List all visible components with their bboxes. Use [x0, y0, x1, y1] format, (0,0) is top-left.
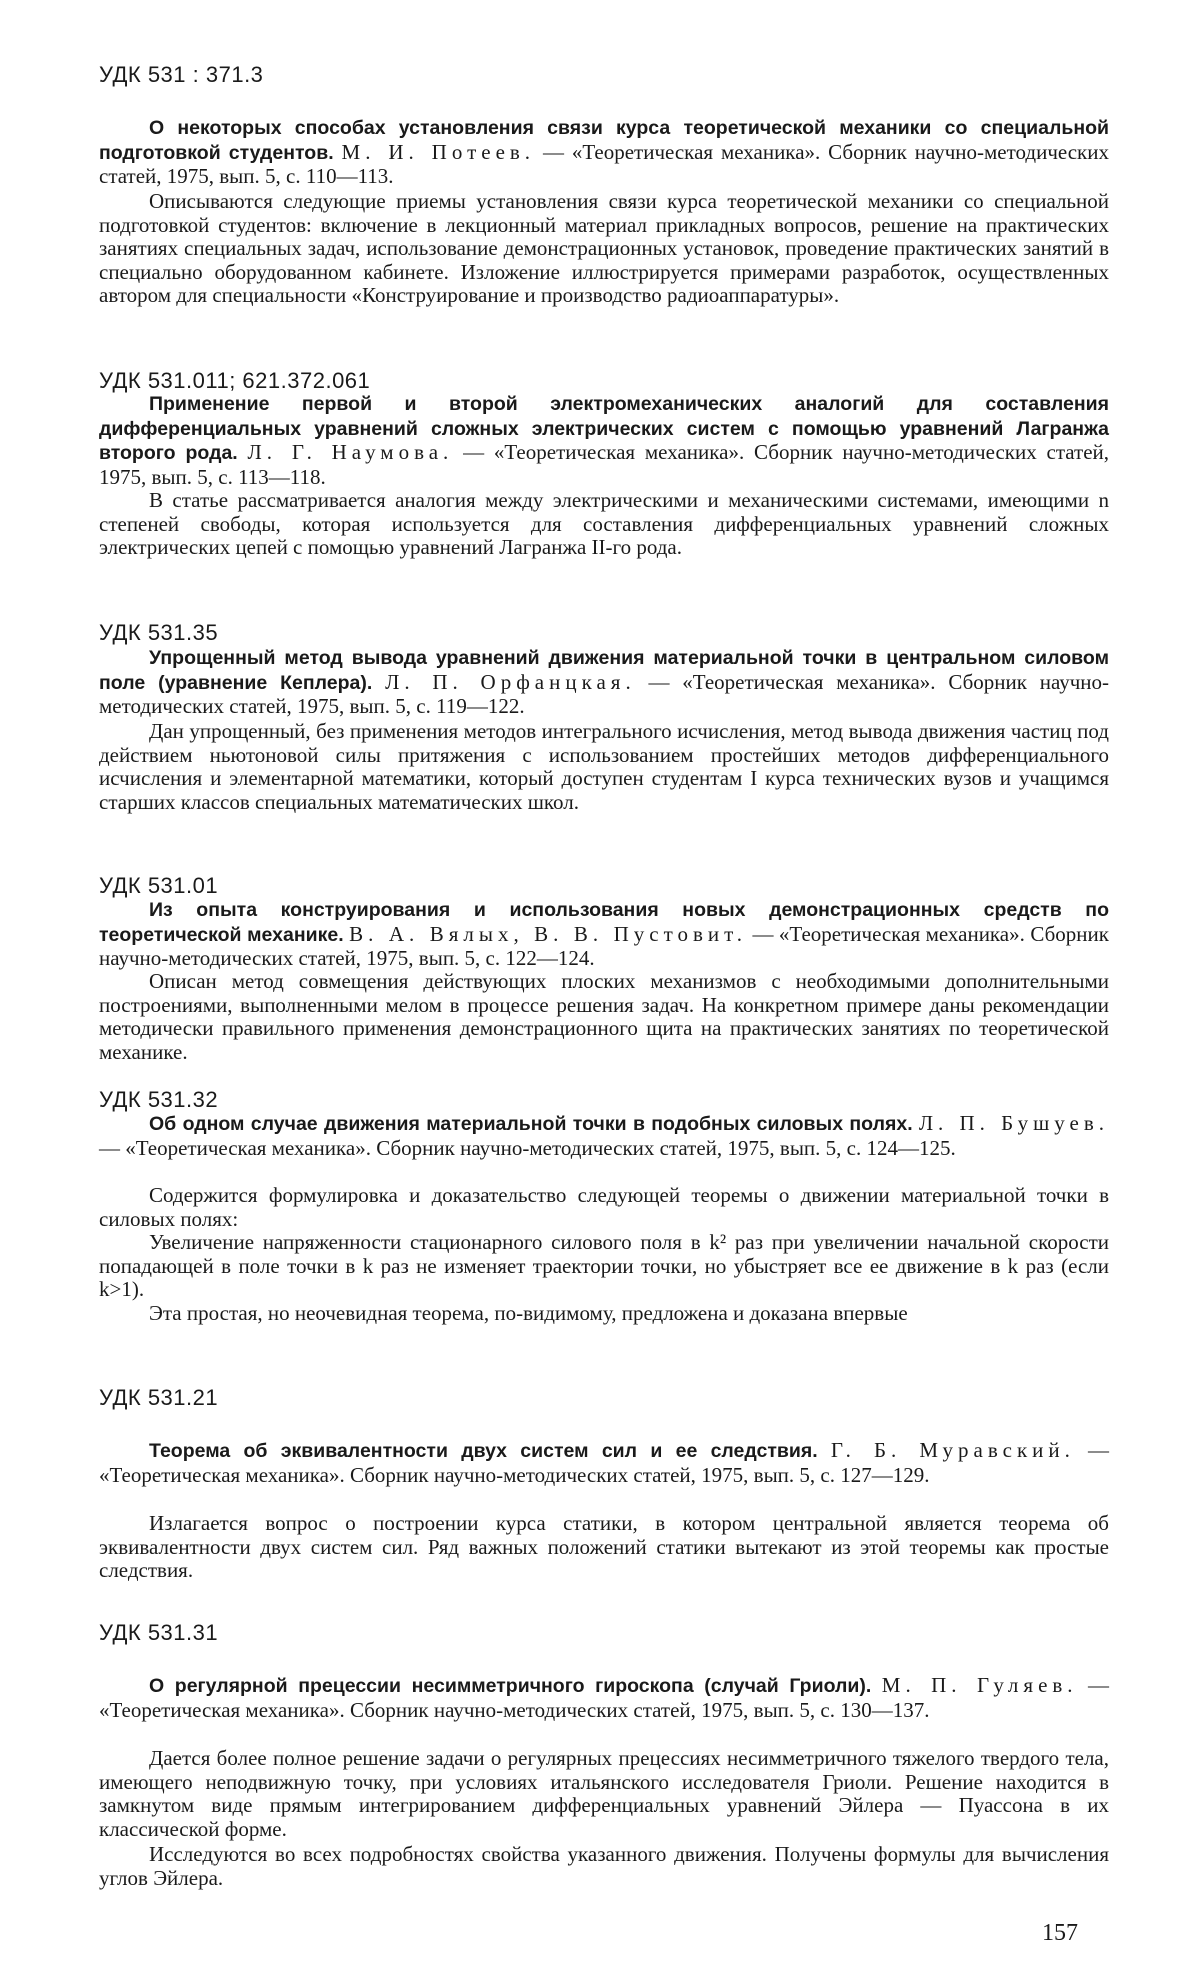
entry-author: М. П. Гуляев.	[881, 1673, 1078, 1697]
entry-title: О регулярной прецессии несимметричного гироскопа (случай Гриоли).	[149, 1675, 872, 1697]
entry-author: М. И. Потеев.	[341, 139, 536, 164]
entry-title: Об одном случае движения материальной точки в подобных силовых полях.	[149, 1113, 913, 1135]
entry-heading	[99, 1674, 1109, 1722]
udc-code: УДК 531.31	[99, 1620, 219, 1645]
entry-title: Теорема об эквивалентности двух систем сил и ее следствия.	[149, 1440, 818, 1462]
entry-author: Л. П. Бушуев.	[918, 1111, 1110, 1135]
entry-source: — «Теоретическая механика». Сборник научно-методических статей, 1975, вып. 5, с. 119—122.	[99, 669, 1110, 718]
entry-source: — «Теоретическая механика». Сборник научно-методических статей, 1975, вып. 5, с. 127—129.	[99, 1438, 1110, 1487]
entry-source: — «Теоретическая механика». Сборник научно-методических статей, 1975, вып. 5, с. 113—118.	[99, 440, 1110, 489]
entry-title: О некоторых способах установления связи курса теоретической механики со специальной подготовкой студентов.	[99, 117, 1109, 164]
entry-author: Л. Г. Наумова.	[247, 440, 454, 464]
entry-abstract: Дан упрощенный, без применения методов интегрального исчисления, метод вывода движения частиц под действием ньютоновой силы притяжения с использованием простейших методов дифференциального исчисления и элементарной математики, который доступен студентам I курса технических вузов и учащимся старших классов специальных математических школ.	[99, 719, 1109, 814]
entry-source: — «Теоретическая механика». Сборник научно-методических статей, 1975, вып. 5, с. 110—113.	[99, 139, 1109, 188]
entry-author: В. А. Вялых, В. В. Пустовит.	[349, 921, 747, 946]
entry-source: — «Теоретическая механика». Сборник научно-методических статей, 1975, вып. 5, с. 122—124.	[99, 921, 1109, 970]
entry-heading	[99, 392, 1109, 489]
page-number: 157	[1042, 1920, 1078, 1946]
entry-abstract: Описан метод совмещения действующих плоских механизмов с необходимыми дополнительными построениями, выполненными мелом в процессе решения задач. На конкретном примере даны рекомендации методически правильного применения демонстрационного щита на практических занятиях по теоретической механике.	[99, 969, 1109, 1064]
entry-heading	[99, 646, 1109, 719]
udc-code: УДК 531.01	[99, 873, 219, 898]
entry-abstract: Излагается вопрос о построении курса статики, в котором центральной является теорема об эквивалентности двух систем сил. Ряд важных положений статики вытекают из этой теоремы как простые следствия.	[99, 1511, 1109, 1582]
udc-code: УДК 531.32	[99, 1087, 219, 1112]
entry-title: Применение первой и второй электромеханических аналогий для составления дифференциальных уравнений сложных электрических систем с помощью уравнений Лагранжа второго рода.	[99, 393, 1109, 464]
entry-abstract: Описываются следующие приемы установления связи курса теоретической механики со специальной подготовкой студентов: включение в лекционный материал прикладных вопросов, решение на практических занятиях специальных задач, использование демонстрационных установок, проведение практических занятий в специально оборудованном кабинете. Изложение иллюстрируется примерами разработок, осуществленных автором для специальности «Конструирование и производство радиоаппаратуры».	[99, 189, 1109, 307]
entry-title: Из опыта конструирования и использования новых демонстрационных средств по теоретической механике.	[99, 899, 1109, 946]
udc-code: УДК 531.35	[99, 620, 219, 645]
entry-source: — «Теоретическая механика». Сборник научно-методических статей, 1975, вып. 5, с. 130—137.	[99, 1673, 1110, 1722]
entry-heading	[99, 898, 1109, 971]
udc-code: УДК 531.011; 621.372.061	[99, 368, 371, 393]
theorem-statement: Увеличение напряженности стационарного силового поля в k² раз при увеличении начальной скорости попадающей в поле точки в k раз не изменяет траектории точки, но убыстряет все ее движение в k раз (если k>1).	[99, 1230, 1109, 1301]
entry-abstract: Дается более полное решение задачи о регулярных прецессиях несимметричного тяжелого твердого тела, имеющего неподвижную точку, при условиях итальянского исследователя Гриоли. Решение находится в замкнутом виде прямым интегрированием дифференциальных уравнений Эйлера — Пуассона в их классической форме.	[99, 1746, 1109, 1841]
entry-author: Л. П. Орфанцкая.	[385, 669, 636, 694]
entry-title: Упрощенный метод вывода уравнений движения материальной точки в центральном силовом поле (уравнение Кеплера).	[99, 647, 1109, 694]
entry-heading	[99, 1112, 1109, 1160]
entry-heading	[99, 1439, 1109, 1487]
entry-abstract-note: Эта простая, но неочевидная теорема, по-видимому, предложена и доказана впервые	[149, 1301, 908, 1325]
entry-heading	[99, 116, 1109, 189]
entry-author: Г. Б. Муравский.	[830, 1438, 1075, 1462]
entry-abstract-note: Исследуются во всех подробностях свойства указанного движения. Получены формулы для вычисления углов Эйлера.	[99, 1842, 1109, 1890]
entry-abstract: В статье рассматривается аналогия между электрическими и механическими системами, имеющими n степеней свободы, которая используется для составления дифференциальных уравнений сложных электрических цепей с помощью уравнений Лагранжа II-го рода.	[99, 488, 1109, 559]
entry-source: — «Теоретическая механика». Сборник научно-методических статей, 1975, вып. 5, с. 124—125.	[99, 1135, 956, 1160]
udc-code: УДК 531 : 371.3	[99, 62, 264, 87]
entry-abstract: Содержится формулировка и доказательство следующей теоремы о движении материальной точки в силовых полях:	[99, 1183, 1109, 1231]
udc-code: УДК 531.21	[99, 1385, 219, 1410]
